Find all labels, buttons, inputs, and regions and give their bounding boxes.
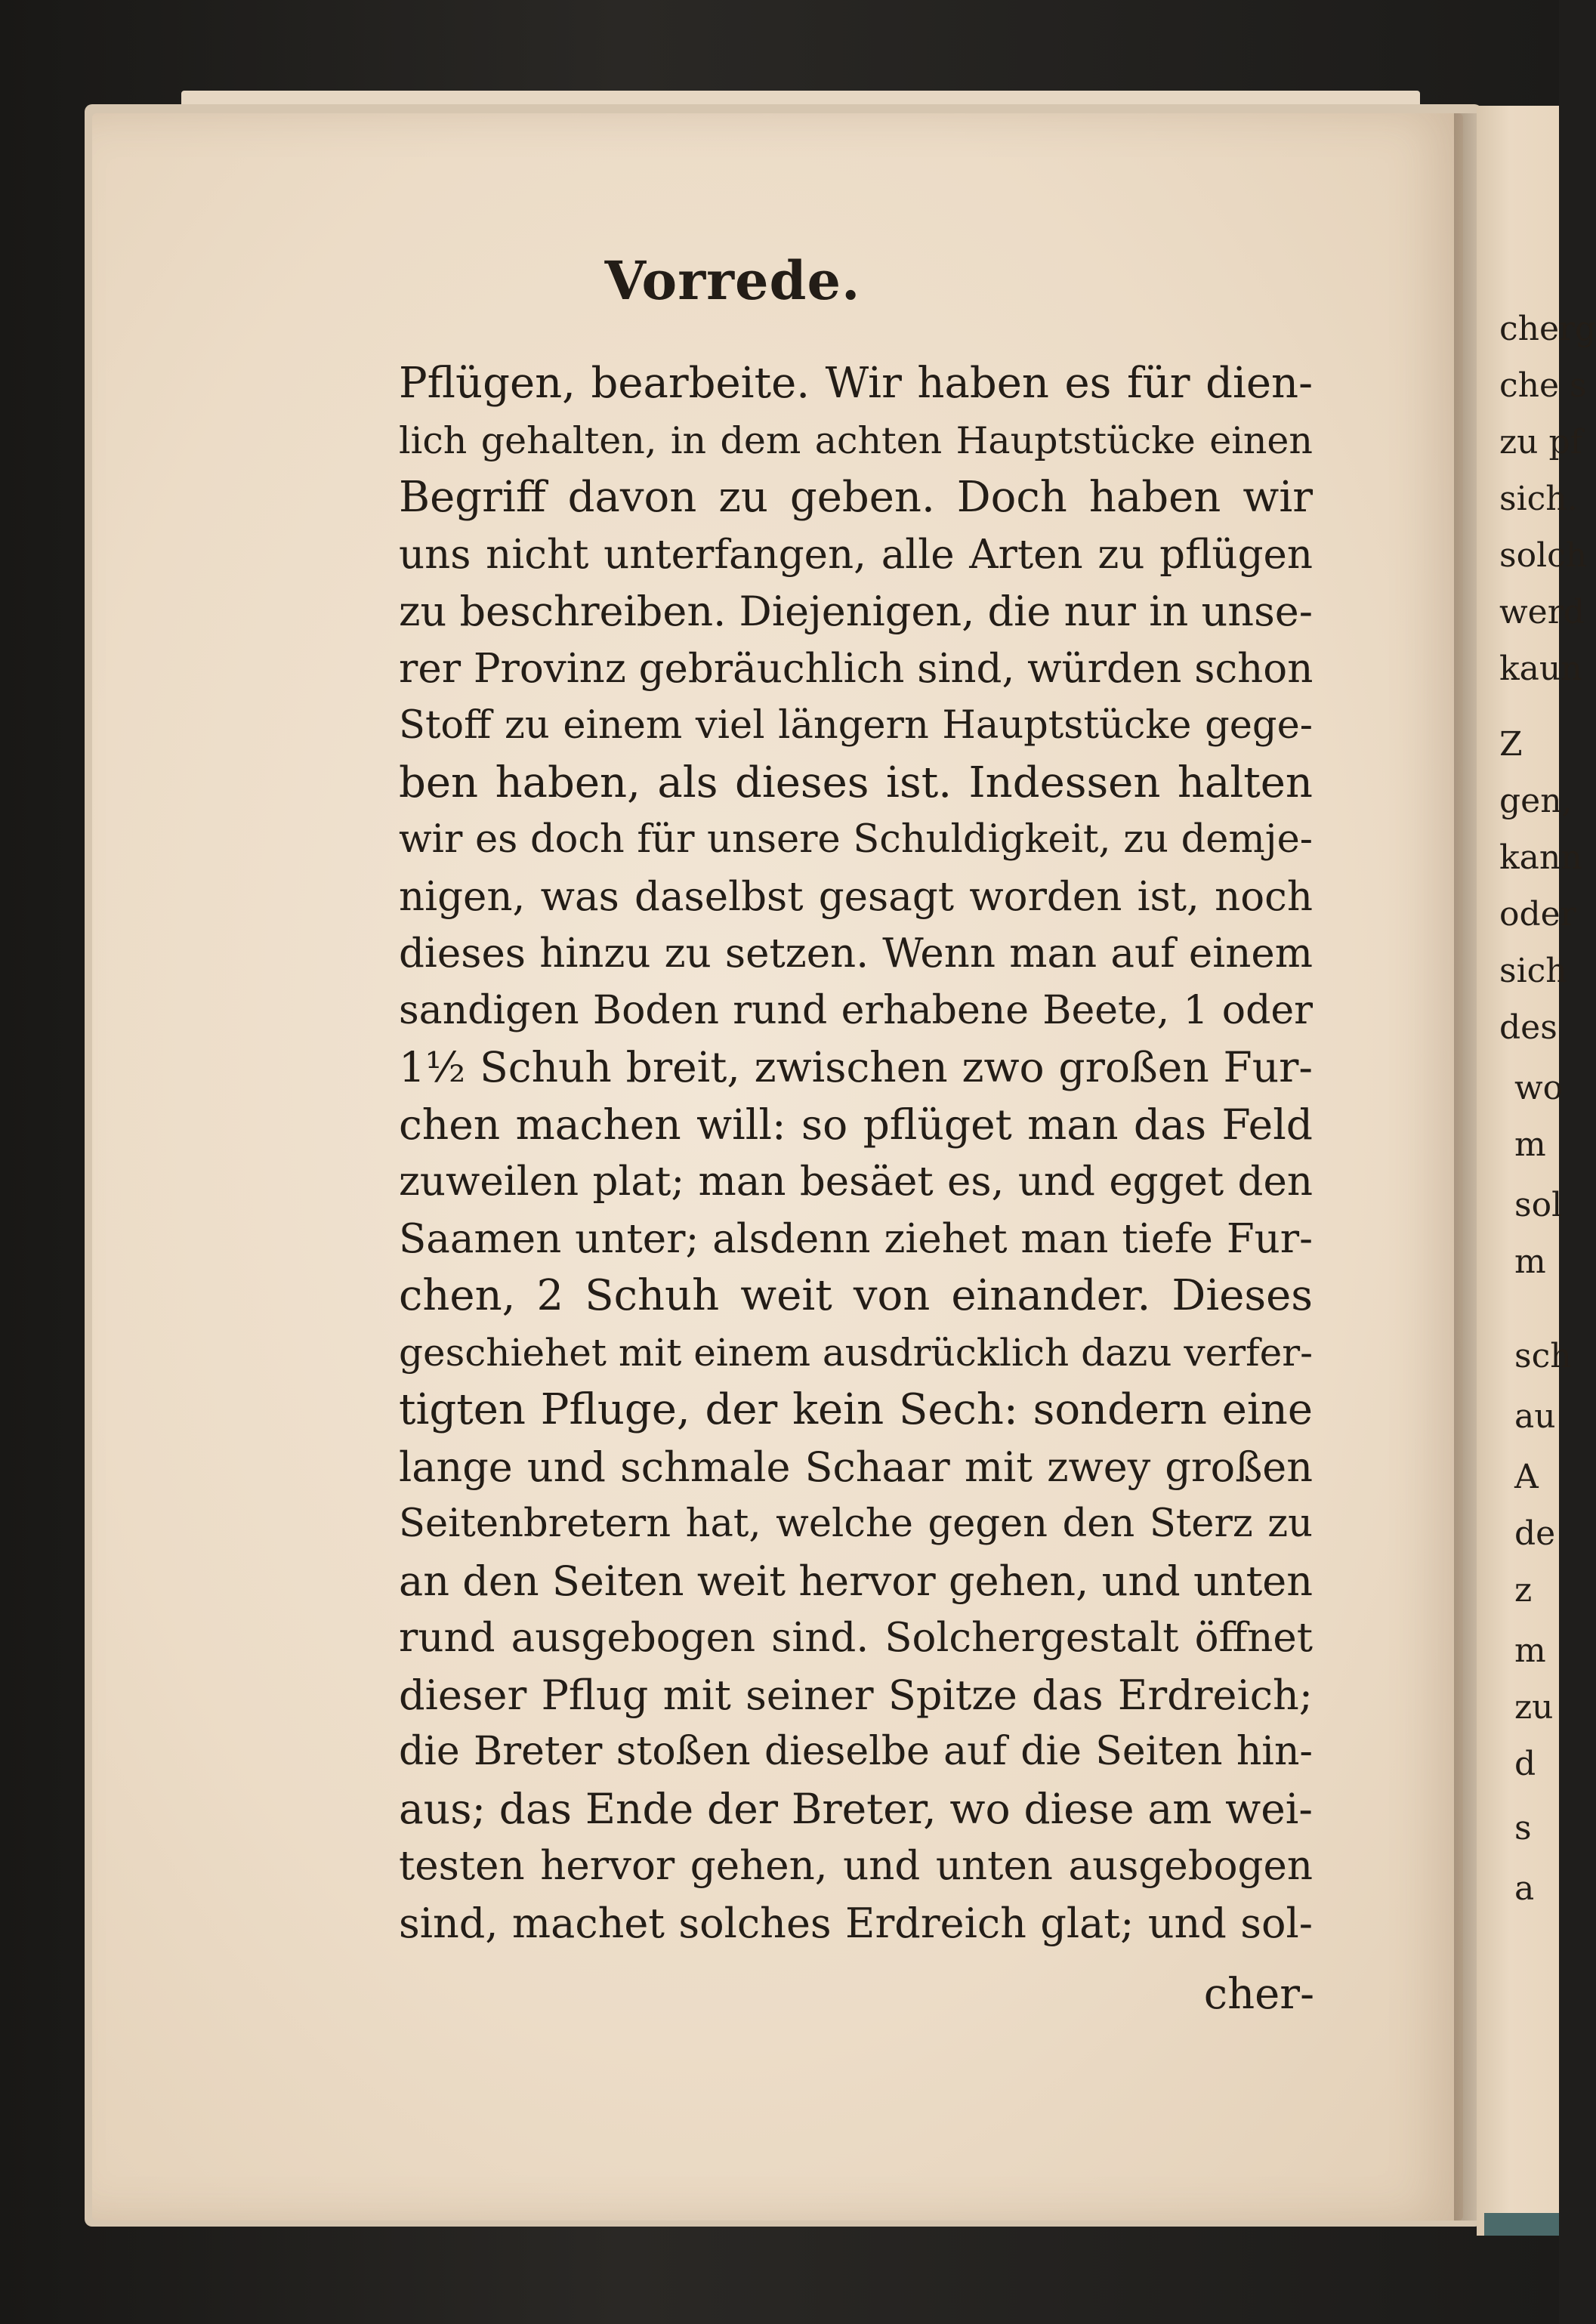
catchword: cher-: [1203, 1970, 1314, 2019]
text-line: chen machen will: so pflüget man das Feld: [399, 1100, 1313, 1149]
text-line: die Breter stoßen dieselbe auf die Seiten hin-: [399, 1729, 1313, 1774]
facing-page-fragment: Z: [1499, 725, 1523, 764]
text-line: geschiehet mit einem ausdrücklich dazu verfer-: [399, 1330, 1313, 1375]
text-line: ben haben, als dieses ist. Indessen halten: [399, 758, 1313, 807]
text-line: Seitenbretern hat, welche gegen den Sterz zu: [399, 1501, 1313, 1546]
text-line: uns nicht unterfangen, alle Arten zu pflügen: [399, 531, 1313, 578]
facing-page-fragment: A: [1514, 1458, 1539, 1496]
facing-page-fragment: cherg: [1499, 310, 1596, 348]
facing-page-fragment: au: [1514, 1397, 1556, 1436]
text-line: nigen, was daselbst gesagt worden ist, noch: [399, 873, 1313, 920]
facing-page-fragment: sch: [1514, 1337, 1572, 1375]
text-line: Stoff zu einem viel längern Hauptstücke gege-: [399, 703, 1313, 748]
text-line: Begriff davon zu geben. Doch haben wir: [399, 473, 1313, 522]
cover-edge: [1484, 2213, 1559, 2236]
book-gutter: [1454, 113, 1477, 2221]
text-line: Saamen unter; alsdenn ziehet man tiefe Fur-: [399, 1215, 1313, 1262]
text-line: sind, machet solches Erdreich glat; und sol-: [399, 1899, 1313, 1947]
facing-page-fragment: m: [1514, 1631, 1546, 1670]
facing-page-fragment: a: [1514, 1869, 1535, 1908]
facing-page-fragment: solch: [1499, 536, 1588, 575]
facing-page-fragment: werd: [1499, 593, 1585, 631]
text-line: testen hervor gehen, und unten ausgebogen: [399, 1843, 1313, 1889]
text-line: zu beschreiben. Diejenigen, die nur in unse-: [399, 588, 1313, 635]
text-line: Pflügen, bearbeite. Wir haben es für dien-: [399, 359, 1313, 408]
text-line: an den Seiten weit hervor gehen, und unten: [399, 1557, 1313, 1605]
text-line: wir es doch für unsere Schuldigkeit, zu demje-: [399, 817, 1313, 862]
facing-page-fragment: sich.: [1499, 480, 1578, 518]
facing-page-fragment: de: [1514, 1514, 1556, 1553]
body-text: [399, 355, 1313, 1952]
text-line: lange und schmale Schaar mit zwey großen: [399, 1443, 1313, 1491]
facing-page-fragment: sich: [1499, 952, 1567, 990]
facing-page-fragment: m: [1514, 1125, 1546, 1164]
text-line: dieser Pflug mit seiner Spitze das Erdreich;: [399, 1671, 1313, 1719]
facing-page-fragment: s: [1514, 1809, 1532, 1847]
facing-page-fragment: wo: [1514, 1069, 1564, 1107]
facing-page-fragment: che s: [1499, 366, 1587, 405]
text-line: dieses hinzu zu setzen. Wenn man auf einem: [399, 931, 1313, 977]
text-line: 1½ Schuh breit, zwischen zwo großen Fur-: [399, 1043, 1313, 1091]
facing-page-fragment: kaun: [1499, 650, 1582, 688]
page-heading: Vorrede.: [604, 249, 861, 312]
facing-page-fragment: sol: [1514, 1186, 1563, 1224]
facing-page-fragment: z: [1514, 1571, 1533, 1610]
facing-page-fragment: kann: [1499, 838, 1582, 877]
text-line: rer Provinz gebräuchlich sind, würden schon: [399, 645, 1314, 692]
facing-page-fragment: oder: [1499, 895, 1576, 934]
text-line: aus; das Ende der Breter, wo diese am wei-: [399, 1784, 1313, 1833]
text-line: sandigen Boden rund erhabene Beete, 1 oder: [399, 987, 1313, 1033]
facing-page-fragment: gen,: [1499, 782, 1573, 820]
text-line: rund ausgebogen sind. Solchergestalt öffnet: [399, 1615, 1313, 1661]
facing-page-fragment: zu: [1514, 1688, 1554, 1727]
facing-page-fragment: des: [1499, 1008, 1557, 1047]
facing-page-fragment: m: [1514, 1242, 1546, 1281]
facing-page-fragment: zu pf: [1499, 423, 1582, 461]
facing-page-fragment: d: [1514, 1745, 1536, 1783]
text-line: chen, 2 Schuh weit von einander. Dieses: [399, 1271, 1313, 1320]
text-line: lich gehalten, in dem achten Hauptstücke einen: [399, 418, 1313, 462]
text-line: tigten Pfluge, der kein Sech: sondern eine: [399, 1385, 1313, 1434]
text-line: zuweilen plat; man besäet es, und egget den: [399, 1159, 1313, 1205]
